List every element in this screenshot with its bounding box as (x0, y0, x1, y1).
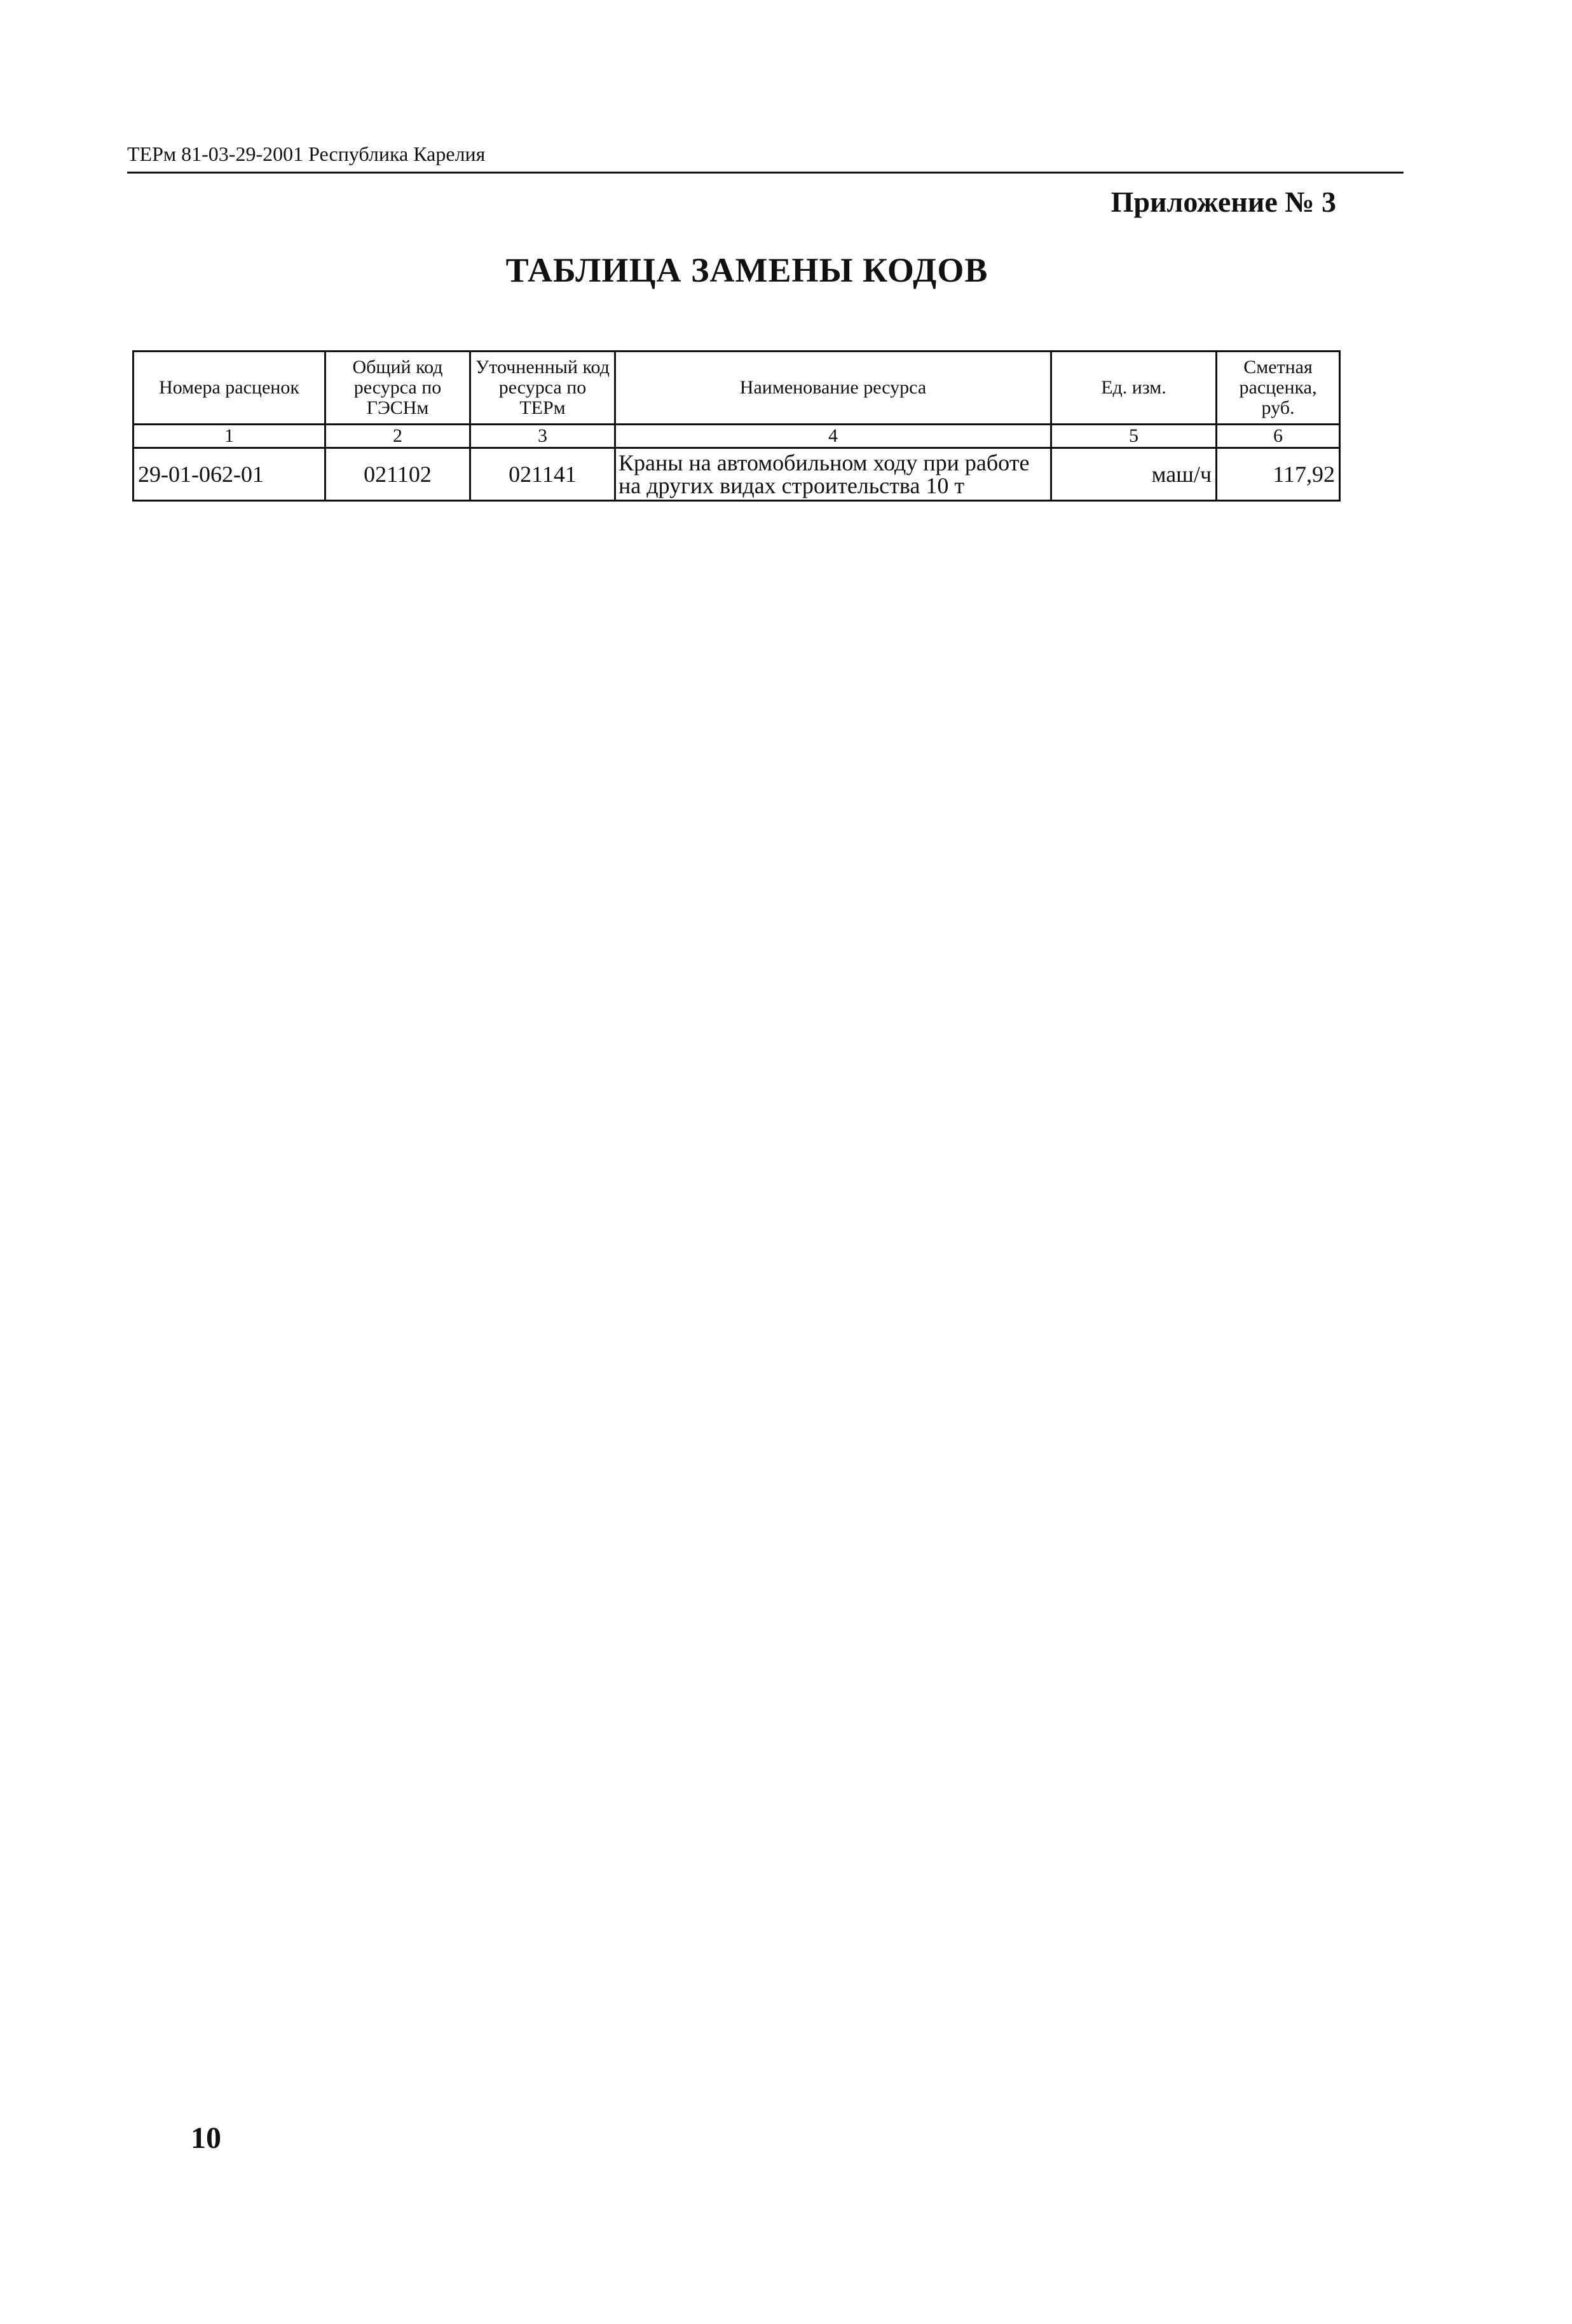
cell-unit: маш/ч (1051, 448, 1217, 501)
column-number: 6 (1217, 425, 1340, 448)
table-title: ТАБЛИЦА ЗАМЕНЫ КОДОВ (505, 251, 988, 289)
cell-general-code: 021102 (325, 448, 470, 501)
code-replacement-table (132, 350, 1341, 502)
cell-price: 117,92 (1217, 448, 1340, 501)
header-rule (127, 172, 1404, 174)
cell-resource-name: Краны на автомобильном ходу при работе на других видах строительства 10 т (615, 448, 1051, 501)
table-header-row (133, 352, 1340, 425)
appendix-label: Приложение № 3 (1111, 186, 1336, 218)
column-number: 2 (325, 425, 470, 448)
table-row (133, 448, 1340, 501)
column-header-price: Сметная расценка, руб. (1217, 352, 1340, 425)
column-header-refined-code: Уточненный код ресурса по ТЕРм (470, 352, 615, 425)
column-number: 5 (1051, 425, 1217, 448)
cell-refined-code: 021141 (470, 448, 615, 501)
column-number: 1 (133, 425, 325, 448)
running-header: ТЕРм 81-03-29-2001 Республика Карелия (127, 142, 486, 165)
page-number: 10 (191, 2121, 221, 2155)
column-number: 3 (470, 425, 615, 448)
column-header-general-code: Общий код ресурса по ГЭСНм (325, 352, 470, 425)
column-number: 4 (615, 425, 1051, 448)
column-number-row (133, 425, 1340, 448)
cell-rate-number: 29-01-062-01 (133, 448, 325, 501)
column-header-rate-number: Номера расценок (133, 352, 325, 425)
column-header-resource-name: Наименование ресурса (615, 352, 1051, 425)
column-header-unit: Ед. изм. (1051, 352, 1217, 425)
